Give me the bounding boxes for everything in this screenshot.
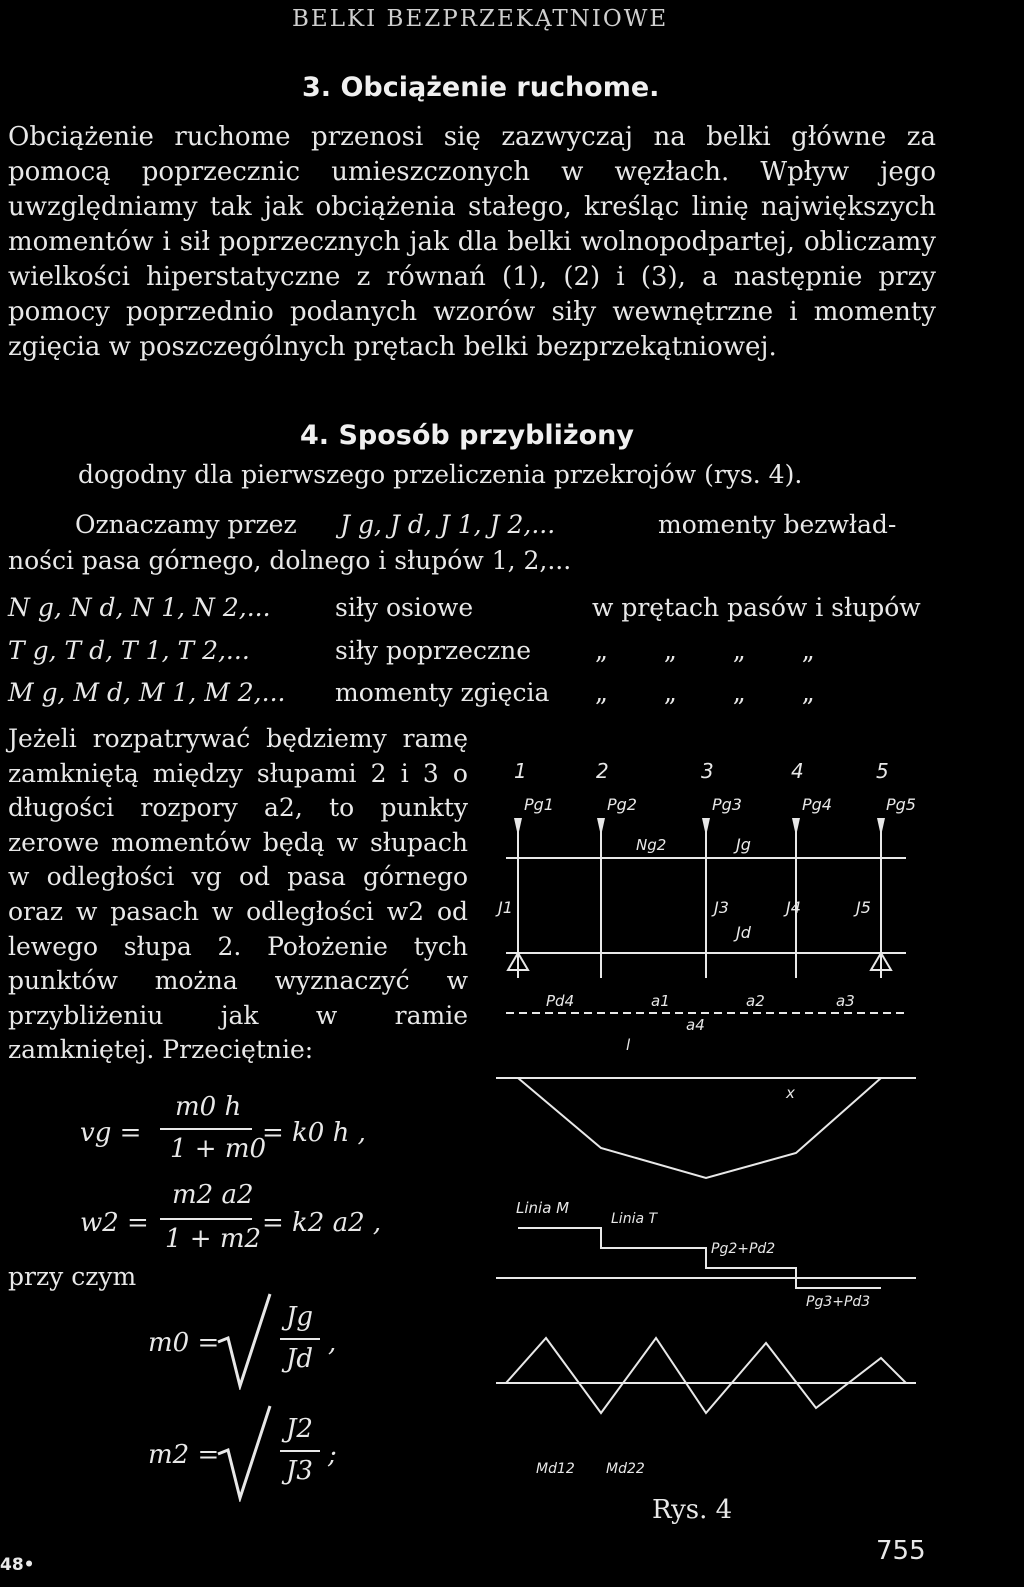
def-axial-label: siły osiowe: [335, 593, 474, 622]
corner-mark: 48•: [0, 1555, 35, 1575]
def-shear-symbols: T g, T d, T 1, T 2,...: [8, 636, 250, 665]
load-label-4: Pg4: [802, 795, 832, 814]
label-md12: Md12: [536, 1461, 575, 1477]
def-axial-where: w prętach pasów i słupów: [592, 593, 921, 622]
label-a3: a2: [746, 992, 765, 1010]
load-arrow-3: [702, 818, 710, 836]
figure-caption: Rys. 4: [652, 1495, 733, 1525]
symbols-line-2: ności pasa górnego, dolnego i słupów 1, 2,...: [8, 546, 572, 575]
formula-w2-fraction-bar: [160, 1218, 252, 1220]
formula-m0-fraction-bar: [280, 1338, 320, 1340]
formula-m2-numerator: J2: [286, 1414, 313, 1444]
running-header: BELKI BEZPRZEKĄTNIOWE: [292, 6, 669, 32]
symbols-line-end: momenty bezwład-: [658, 510, 897, 539]
label-a2: a1: [651, 992, 670, 1010]
load-label-2: Pg2: [607, 795, 637, 814]
load-label-3: Pg3: [712, 795, 742, 814]
label-pg2-pd2: Linia T: [611, 1211, 658, 1227]
formula-m2-lhs: m2 =: [148, 1440, 220, 1470]
load-arrow-1: [514, 818, 522, 836]
section-4-subtitle: dogodny dla pierwszego przeliczenia przekrojów (rys. 4).: [78, 460, 803, 489]
label-J4: J4: [786, 898, 801, 917]
formula-m0-end: ,: [328, 1328, 337, 1358]
formula-vg-fraction-bar: [160, 1128, 252, 1130]
formula-m0-denominator: Jd: [286, 1344, 314, 1374]
label-J5: J5: [856, 898, 871, 917]
load-arrow-2: [597, 818, 605, 836]
formula-w2-lhs: w2 =: [80, 1208, 149, 1238]
column-number-4: 4: [791, 759, 804, 783]
def-shear-label: siły poprzeczne: [335, 636, 532, 665]
def-axial-symbols: N g, N d, N 1, N 2,...: [8, 593, 271, 622]
formula-vg-lhs: vg =: [80, 1118, 142, 1148]
label-a1: Pd4: [546, 992, 575, 1010]
def-shear-where: „ „ „ „: [595, 636, 815, 665]
formula-w2-denominator: 1 + m2: [165, 1224, 262, 1254]
load-label-5: Pg5: [886, 795, 916, 814]
formula-m0-numerator: Jg: [286, 1302, 314, 1332]
formula-w2-numerator: m2 a2: [172, 1180, 254, 1210]
label-Jg: Jg: [736, 835, 751, 854]
label-linia-t: Linia M: [516, 1199, 570, 1217]
label-md22: Md22: [606, 1461, 645, 1477]
formula-m2-denominator: J3: [286, 1456, 313, 1486]
formula-m0-lhs: m0 =: [148, 1328, 220, 1358]
label-a4: a3: [836, 992, 855, 1010]
formula-w2-rhs: = k2 a2 ,: [262, 1208, 382, 1238]
section-3-paragraph: Obciążenie ruchome przenosi się zazwyczaj na belki główne za pomocą poprzecznic umieszczonych w węzłach. Wpływ jego uwzględniamy tak jak obciążenia stałego, kreśląc linię największych momentów i sił poprzecznych jak dla belki wolnopodpartej, obliczamy wielkości hiperstatyczne z równań (1), (2) i (3), a następnie przy pomocy poprzednio podanych wzorów siły wewnętrzne i momenty zgięcia w poszczególnych prętach belki bezprzekątniowej.: [8, 122, 936, 362]
figure-rys-4: [486, 758, 926, 1478]
label-J3: J3: [714, 898, 729, 917]
formula-m2-fraction-bar: [280, 1450, 320, 1452]
bending-line: [506, 1338, 906, 1413]
left-paragraph: Jeżeli rozpatrywać będziemy ramę zamkniętą między słupami 2 i 3 o długości rozpory a2, to punkty zerowe momentów będą w słupach w odległości vg od pasa górnego oraz w pasach w odległości w2 od lewego słupa 2. Położenie tych punktów można wyznaczyć w przybliżeniu jak w ramie zamkniętej. Przeciętnie:: [8, 724, 468, 1065]
def-moment-where: „ „ „ „: [595, 678, 815, 707]
def-moment-symbols: M g, M d, M 1, M 2,...: [8, 678, 286, 707]
def-moment-label: momenty zgięcia: [335, 678, 550, 707]
label-l: a4: [686, 1016, 705, 1034]
symbols-line-start: Oznaczamy przez: [75, 510, 297, 539]
moment-line: [518, 1078, 881, 1178]
formula-vg-rhs: = k0 h ,: [262, 1118, 366, 1148]
section-3-title: 3. Obciążenie ruchome.: [302, 72, 660, 103]
formula-m0-sqrt: [214, 1290, 274, 1390]
page-number: 755: [876, 1536, 926, 1566]
column-number-5: 5: [876, 759, 889, 783]
formula-m2-end: ;: [328, 1440, 337, 1470]
label-Jd: Jd: [736, 923, 751, 942]
label-x: l: [626, 1036, 631, 1054]
symbols-inertia: J g, J d, J 1, J 2,...: [340, 510, 556, 539]
label-pg3-pd3: Pg2+Pd2: [711, 1241, 776, 1257]
column-number-1: 1: [514, 759, 527, 783]
formula-vg-numerator: m0 h: [175, 1092, 242, 1122]
column-number-2: 2: [596, 759, 609, 783]
formula-vg-denominator: 1 + m0: [170, 1134, 267, 1164]
label-J1: J1: [498, 898, 513, 917]
load-arrow-4: [792, 818, 800, 836]
label-pg4-pd4: Pg3+Pd3: [806, 1294, 871, 1310]
load-arrow-5: [877, 818, 885, 836]
przy-czym: przy czym: [8, 1262, 137, 1291]
formula-m2-sqrt: [214, 1402, 274, 1502]
label-linia-m: x: [786, 1084, 795, 1102]
column-number-3: 3: [701, 759, 714, 783]
section-4-title: 4. Sposób przybliżony: [300, 420, 634, 451]
load-label-1: Pg1: [524, 795, 554, 814]
label-Ng2: Ng2: [636, 836, 667, 854]
